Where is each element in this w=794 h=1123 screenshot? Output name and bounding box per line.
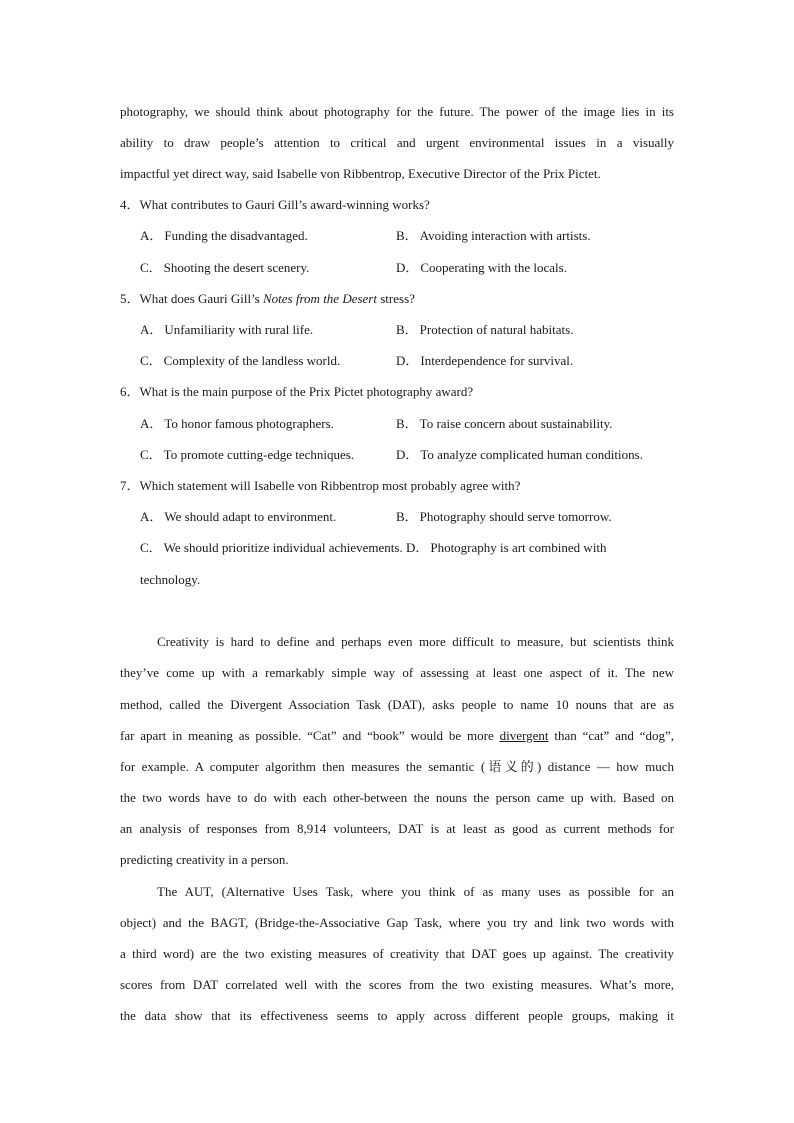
- option-letter: C．: [140, 353, 162, 368]
- option-a: [140, 228, 308, 244]
- option-text: To analyze complicated human conditions.: [420, 447, 643, 462]
- option-text: Unfamiliarity with rural life.: [164, 322, 314, 337]
- passage-line: method, called the Divergent Association Task (DAT), asks people to name 10 nouns that are as: [120, 697, 674, 712]
- underlined-word: divergent: [499, 728, 549, 743]
- option-a: [140, 322, 313, 338]
- option-letter: B．: [396, 416, 418, 431]
- option-b: [396, 416, 613, 432]
- option-c: [140, 260, 309, 276]
- passage-line: the data show that its effectiveness seems to apply across different people groups, making it: [120, 1008, 674, 1023]
- passage-paragraph-2: [120, 946, 674, 962]
- question-number: 6．: [120, 384, 140, 399]
- passage-paragraph-2: [157, 884, 674, 900]
- question-number: 7．: [120, 478, 140, 493]
- passage-line: for example. A computer algorithm then measures the semantic (语义的) distance — how much: [120, 759, 674, 774]
- passage-paragraph-1: [120, 759, 674, 775]
- option-b: [396, 509, 612, 525]
- option-d: [396, 260, 567, 276]
- option-b: [396, 322, 573, 338]
- book-title: Notes from the Desert: [263, 291, 377, 306]
- question-5: [120, 291, 415, 307]
- question-4: [120, 197, 430, 213]
- question-number: 4．: [120, 197, 140, 212]
- option-text: Photography is art combined with: [430, 540, 607, 555]
- passage-line: a third word) are the two existing measures of creativity that DAT goes up against. The creativity: [120, 946, 674, 961]
- option-text: Shooting the desert scenery.: [163, 260, 310, 275]
- intro-paragraph: [120, 135, 674, 151]
- passage-line: the two words have to do with each other-between the nouns the person came up with. Based on: [120, 790, 674, 805]
- option-letter: A．: [140, 416, 163, 431]
- option-text: To promote cutting-edge techniques.: [163, 447, 355, 462]
- option-text: We should prioritize individual achievements.: [163, 540, 403, 555]
- passage-line: The AUT, (Alternative Uses Task, where you think of as many uses as possible for an: [157, 884, 674, 899]
- question-7: [120, 478, 520, 494]
- passage-line: predicting creativity in a person.: [120, 852, 289, 867]
- passage-line: [120, 728, 674, 744]
- option-text: Avoiding interaction with artists.: [419, 228, 591, 243]
- option-letter: D．: [396, 260, 419, 275]
- passage-paragraph-2: [120, 915, 674, 931]
- passage-line: Creativity is hard to define and perhaps even more difficult to measure, but scientists think: [157, 634, 674, 649]
- option-letter: A．: [140, 322, 163, 337]
- question-stem: Which statement will Isabelle von Ribbentrop most probably agree with?: [139, 478, 521, 493]
- question-stem: What contributes to Gauri Gill’s award-winning works?: [139, 197, 430, 212]
- passage-line: an analysis of responses from 8,914 volunteers, DAT is at least as good as current methods for: [120, 821, 674, 836]
- option-d: [396, 447, 643, 463]
- intro-paragraph: [120, 104, 674, 120]
- option-text: To raise concern about sustainability.: [419, 416, 613, 431]
- question-stem: stress?: [376, 291, 415, 306]
- passage-paragraph-2: [120, 1008, 674, 1024]
- intro-line: ability to draw people’s attention to critical and urgent environmental issues in a visually: [120, 135, 674, 150]
- option-letter: D．: [405, 540, 429, 555]
- question-stem: What does Gauri Gill’s: [139, 291, 263, 306]
- question-stem: What is the main purpose of the Prix Pictet photography award?: [139, 384, 474, 399]
- option-text: Funding the disadvantaged.: [164, 228, 308, 243]
- intro-line: photography, we should think about photography for the future. The power of the image lies in its: [120, 104, 674, 119]
- option-d: [396, 353, 573, 369]
- option-c: [140, 353, 340, 369]
- option-letter: D．: [396, 353, 419, 368]
- option-letter: A．: [140, 228, 163, 243]
- passage-paragraph-1: [120, 697, 674, 713]
- option-a: [140, 509, 336, 525]
- passage-line: object) and the BAGT, (Bridge-the-Associative Gap Task, where you try and link two words with: [120, 915, 674, 930]
- option-text: We should adapt to environment.: [164, 509, 337, 524]
- option-letter: B．: [396, 228, 418, 243]
- passage-paragraph-1: [120, 665, 674, 681]
- passage-text: than “cat” and “dog”,: [554, 728, 675, 743]
- option-c: [140, 447, 354, 463]
- option-text: To honor famous photographers.: [164, 416, 334, 431]
- passage-text: far apart in meaning as possible. “Cat” and “book” would be more: [120, 728, 494, 743]
- option-text: Protection of natural habitats.: [419, 322, 574, 337]
- option-c-d-row: [140, 540, 607, 556]
- option-letter: A．: [140, 509, 163, 524]
- question-number: 5．: [120, 291, 140, 306]
- option-continuation: technology.: [140, 572, 201, 587]
- option-letter: D．: [396, 447, 419, 462]
- option-letter: B．: [396, 509, 418, 524]
- option-text: Complexity of the landless world.: [163, 353, 341, 368]
- option-b: [396, 228, 591, 244]
- option-letter: C．: [140, 447, 162, 462]
- option-letter: B．: [396, 322, 418, 337]
- passage-paragraph-1: [120, 728, 674, 744]
- option-a: [140, 416, 334, 432]
- intro-line: impactful yet direct way, said Isabelle von Ribbentrop, Executive Director of the Prix Pictet.: [120, 166, 601, 181]
- option-letter: C．: [140, 260, 162, 275]
- passage-paragraph-1: [120, 821, 674, 837]
- option-text: Cooperating with the locals.: [420, 260, 567, 275]
- passage-paragraph-1: [157, 634, 674, 650]
- passage-paragraph-1: [120, 790, 674, 806]
- passage-line: scores from DAT correlated well with the scores from the two existing measures. What’s more,: [120, 977, 674, 992]
- option-text: Interdependence for survival.: [420, 353, 574, 368]
- option-text: Photography should serve tomorrow.: [419, 509, 612, 524]
- passage-line: they’ve come up with a remarkably simple way of assessing at least one aspect of it. The new: [120, 665, 674, 680]
- question-6: [120, 384, 473, 400]
- passage-paragraph-2: [120, 977, 674, 993]
- option-letter: C．: [140, 540, 162, 555]
